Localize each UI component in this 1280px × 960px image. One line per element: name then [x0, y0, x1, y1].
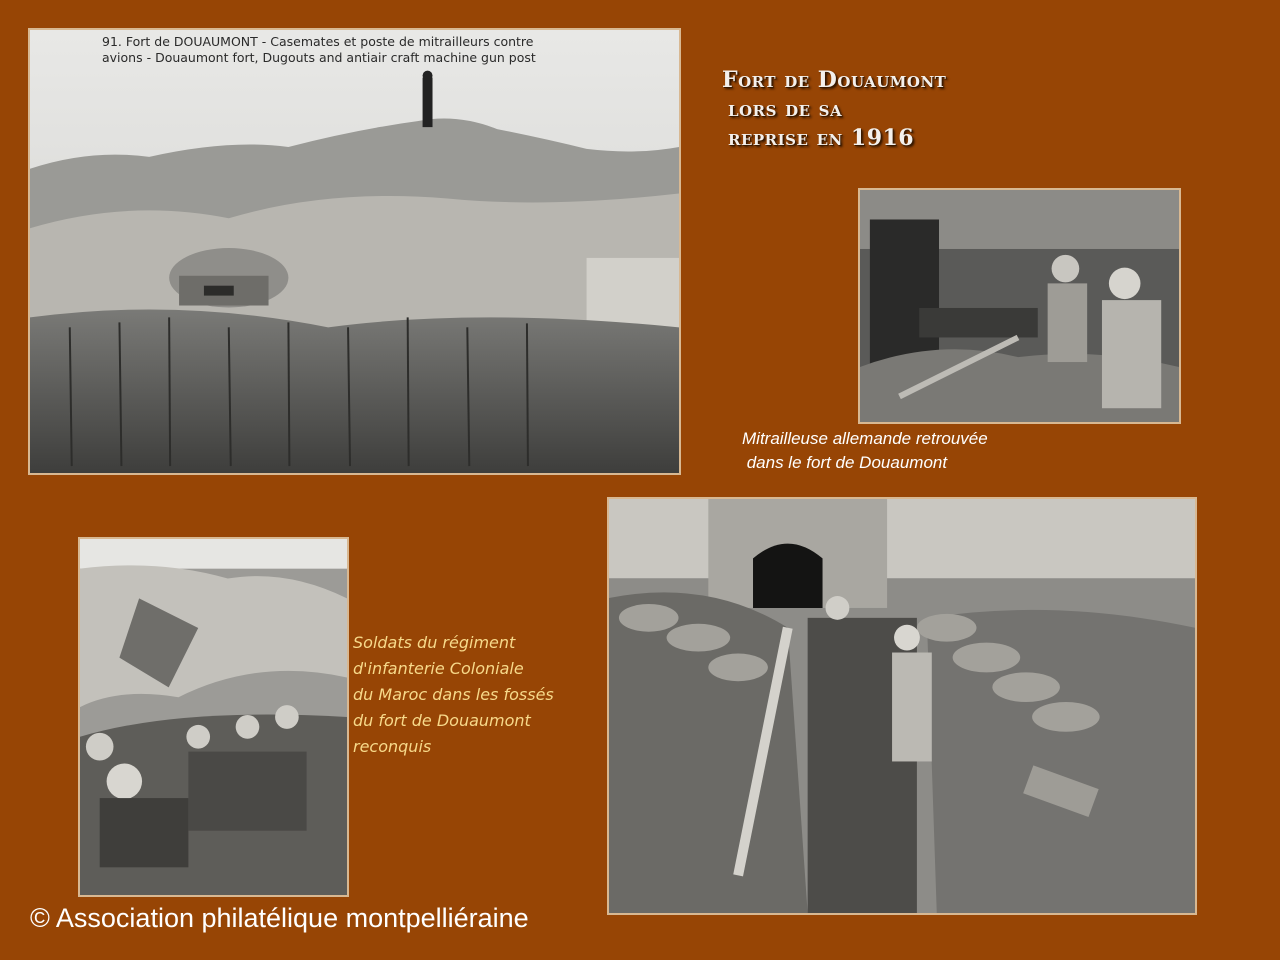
soldiers-caption-line-2: d'infanterie Coloniale	[353, 659, 524, 678]
machine-gun-caption-line-2: dans le fort de Douaumont	[742, 453, 948, 472]
soldiers-caption-line-3: du Maroc dans les fossés	[353, 685, 554, 704]
soldiers-caption-line-5: reconquis	[353, 737, 432, 756]
soldiers-caption	[353, 630, 554, 760]
trench-photo-image	[609, 499, 1195, 913]
fort-douaumont-photo	[28, 28, 681, 475]
machine-gun-photo-image	[860, 190, 1179, 422]
machine-gun-photo	[858, 188, 1181, 424]
title-line-2: lors de sa	[728, 96, 843, 122]
machine-gun-caption	[742, 427, 988, 475]
title-line-1: Fort de Douaumont	[722, 67, 947, 93]
copyright-notice: © Association philatélique montpelliéraine	[30, 903, 529, 933]
soldiers-photo-image	[80, 539, 347, 895]
inscription-line-2: avions - Douaumont fort, Dugouts and antiair craft machine gun post	[102, 50, 536, 65]
inscription-line-1: 91. Fort de DOUAUMONT - Casemates et poste de mitrailleurs contre	[102, 34, 534, 49]
fort-photo-inscription	[102, 34, 536, 66]
title-line-3: reprise en 1916	[728, 125, 915, 151]
page-title	[722, 66, 946, 153]
soldiers-caption-line-1: Soldats du régiment	[353, 633, 516, 652]
soldiers-caption-line-4: du fort de Douaumont	[353, 711, 531, 730]
machine-gun-caption-line-1: Mitrailleuse allemande retrouvée	[742, 429, 988, 448]
colonial-soldiers-photo	[78, 537, 349, 897]
fort-trench-photo	[607, 497, 1197, 915]
fort-photo-image	[30, 30, 679, 473]
